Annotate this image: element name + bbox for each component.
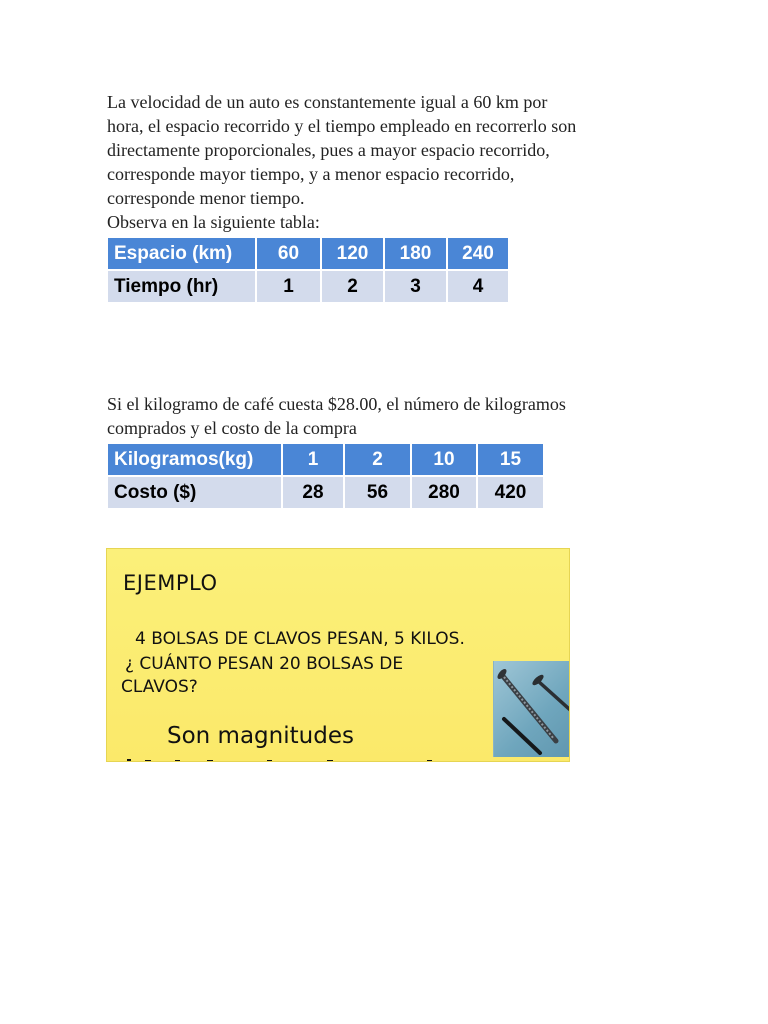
table-cell: 2 (344, 443, 411, 476)
text-line: Observa en la siguiente tabla: (107, 212, 320, 232)
coffee-paragraph (107, 392, 667, 440)
table-cell: 120 (321, 237, 384, 270)
speed-time-table (106, 236, 510, 304)
table-row-label: Costo ($) (107, 476, 282, 509)
table-cell: 28 (282, 476, 344, 509)
table-header-label: Espacio (km) (107, 237, 256, 270)
table-row-label: Tiempo (hr) (107, 270, 256, 303)
table-cell: 180 (384, 237, 447, 270)
text-line: La velocidad de un auto es constantemente igual a 60 km por (107, 92, 548, 112)
table-row (107, 270, 509, 303)
example-conclusion: Son magnitudes (167, 723, 354, 749)
table-header-row (107, 443, 544, 476)
text-line: corresponde menor tiempo. (107, 188, 305, 208)
table-cell: 1 (256, 270, 321, 303)
example-text-line: CLAVOS? (121, 677, 198, 697)
table-cell: 240 (447, 237, 509, 270)
example-text-line: ¿ CUÁNTO PESAN 20 BOLSAS DE (125, 654, 404, 674)
coffee-cost-table (106, 442, 545, 510)
table-cell: 56 (344, 476, 411, 509)
cropped-text-fragment (127, 757, 467, 762)
table-row (107, 476, 544, 509)
example-slide (106, 548, 570, 762)
example-title: EJEMPLO (123, 571, 218, 595)
table-cell: 1 (282, 443, 344, 476)
text-line: hora, el espacio recorrido y el tiempo empleado en recorrerlo son (107, 116, 577, 136)
table-cell: 420 (477, 476, 544, 509)
table-cell: 15 (477, 443, 544, 476)
table-cell: 60 (256, 237, 321, 270)
nails-illustration (493, 661, 570, 757)
intro-paragraph (107, 90, 667, 234)
table-cell: 2 (321, 270, 384, 303)
text-line: Si el kilogramo de café cuesta $28.00, el número de kilogramos (107, 394, 566, 414)
table-cell: 280 (411, 476, 477, 509)
table-header-row (107, 237, 509, 270)
text-line: corresponde mayor tiempo, y a menor espacio recorrido, (107, 164, 515, 184)
table-cell: 3 (384, 270, 447, 303)
text-line: comprados y el costo de la compra (107, 418, 357, 438)
text-line: directamente proporcionales, pues a mayor espacio recorrido, (107, 140, 550, 160)
table-cell: 4 (447, 270, 509, 303)
table-cell: 10 (411, 443, 477, 476)
example-text-line: 4 BOLSAS DE CLAVOS PESAN, 5 KILOS. (135, 629, 465, 649)
table-header-label: Kilogramos(kg) (107, 443, 282, 476)
nails-icon (494, 661, 570, 757)
